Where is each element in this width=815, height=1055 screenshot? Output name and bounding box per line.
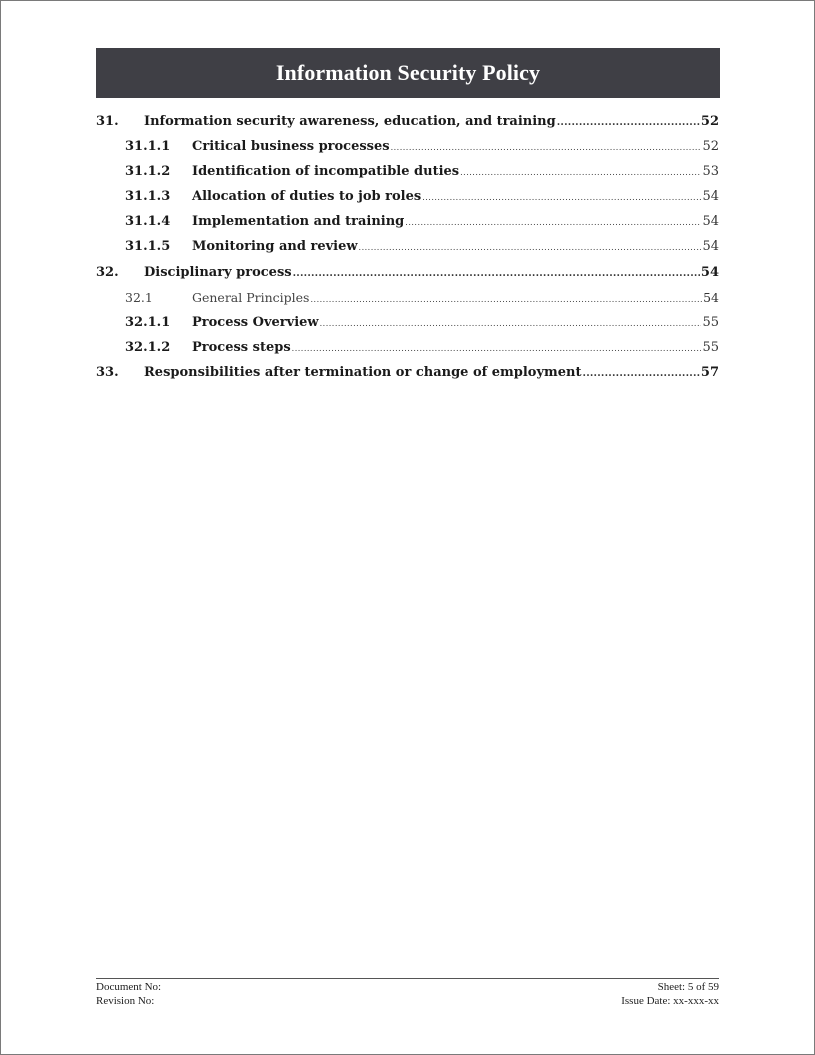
toc-entry-page: 54 <box>700 264 719 280</box>
toc-entry-page: 54 <box>702 214 719 230</box>
toc-entry-page: 54 <box>702 189 719 205</box>
toc-entry-number: 31.1.1 <box>125 139 171 155</box>
toc-entry-title: Critical business processes <box>192 139 390 155</box>
toc-dot-leader <box>405 218 701 227</box>
toc-dot-leader <box>460 168 701 177</box>
toc-entry-title: Implementation and training <box>192 214 405 230</box>
sheet-number: Sheet: 5 of 59 <box>657 981 719 993</box>
toc-entry-page: 52 <box>700 114 719 129</box>
toc-entry[interactable] <box>96 114 719 139</box>
toc-entry[interactable] <box>96 265 719 290</box>
toc-entry-number: 32.1.2 <box>125 339 171 355</box>
revision-no-label: Revision No: <box>96 995 155 1007</box>
toc-entry-number: 31.1.3 <box>125 189 171 205</box>
toc-entry-page: 57 <box>700 364 719 380</box>
toc-entry-page: 52 <box>702 139 719 155</box>
toc-dot-leader <box>310 295 702 304</box>
toc-entry-number: 31.1.2 <box>125 164 171 180</box>
toc-entry[interactable] <box>96 290 719 315</box>
toc-entry[interactable] <box>96 365 719 390</box>
toc-dot-leader <box>292 344 702 353</box>
toc-entry[interactable] <box>96 139 719 164</box>
toc-entry-title: Allocation of duties to job roles <box>192 189 422 205</box>
toc-entry-number: 32.1 <box>125 289 153 305</box>
toc-entry-title: Responsibilities after termination or change of employment <box>144 364 582 380</box>
toc-entry-title: Disciplinary process <box>144 264 292 280</box>
toc-entry[interactable] <box>96 315 719 340</box>
toc-dot-leader <box>583 368 700 379</box>
issue-date: Issue Date: xx-xxx-xx <box>621 995 719 1007</box>
toc-entry-title: Process Overview <box>192 314 319 330</box>
document-footer <box>96 978 719 1008</box>
table-of-contents <box>96 114 719 390</box>
toc-entry-page: 54 <box>702 239 719 255</box>
toc-entry[interactable] <box>96 239 719 264</box>
document-header <box>96 48 720 98</box>
toc-entry-number: 31. <box>96 114 119 129</box>
toc-entry[interactable] <box>96 340 719 365</box>
toc-entry[interactable] <box>96 214 719 239</box>
toc-entry-title: Identification of incompatible duties <box>192 164 460 180</box>
document-title: Information Security Policy <box>275 60 541 85</box>
toc-dot-leader <box>320 319 702 328</box>
toc-entry-number: 32. <box>96 264 119 280</box>
toc-entry-page: 54 <box>703 289 719 305</box>
toc-entry-title: Monitoring and review <box>192 239 358 255</box>
toc-entry-page: 53 <box>702 164 719 180</box>
toc-entry-page: 55 <box>702 314 719 330</box>
toc-entry-number: 31.1.5 <box>125 239 171 255</box>
toc-entry-number: 32.1.1 <box>125 314 171 330</box>
toc-entry-title: Process steps <box>192 339 291 355</box>
toc-entry-number: 31.1.4 <box>125 214 171 230</box>
toc-dot-leader <box>391 143 702 152</box>
toc-dot-leader <box>557 117 700 128</box>
toc-dot-leader <box>293 268 700 279</box>
toc-entry-title: General Principles <box>192 289 310 305</box>
toc-entry[interactable] <box>96 164 719 189</box>
toc-dot-leader <box>422 193 701 202</box>
toc-entry-title: Information security awareness, education, and training <box>144 114 556 129</box>
toc-entry-page: 55 <box>702 339 719 355</box>
toc-entry[interactable] <box>96 189 719 214</box>
toc-entry-number: 33. <box>96 364 119 380</box>
document-no-label: Document No: <box>96 981 162 993</box>
toc-dot-leader <box>359 243 702 252</box>
